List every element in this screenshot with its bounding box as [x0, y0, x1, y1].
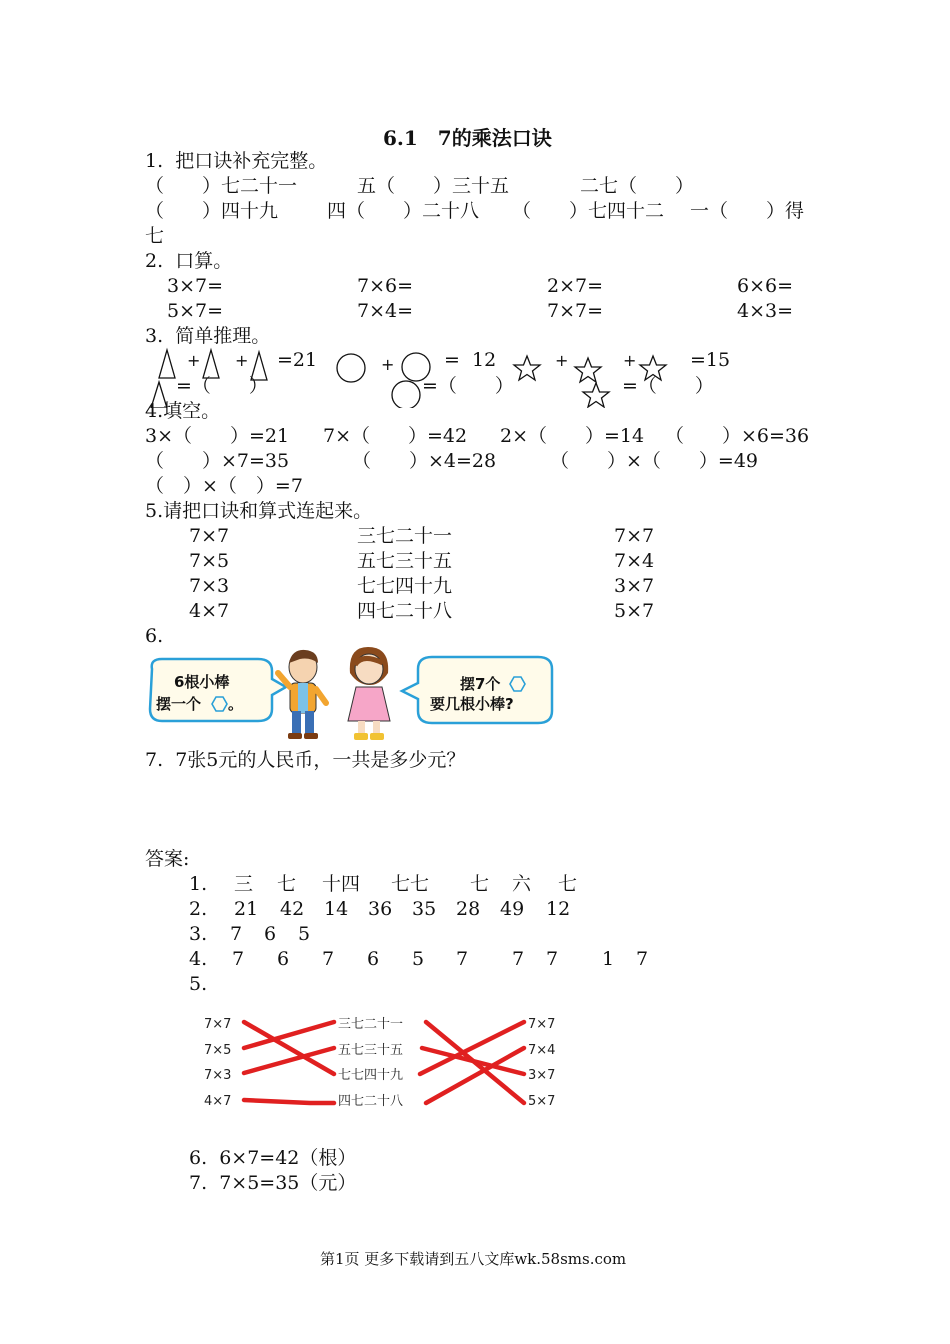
- boy-icon: [278, 650, 326, 739]
- a1-item: 七: [470, 873, 490, 895]
- q5-left-item: 4×7: [189, 600, 230, 622]
- q5-middle-item: 三七二十一: [357, 525, 453, 547]
- diagram-middle-label: 五七三十五: [338, 1043, 404, 1058]
- diagram-left-label: 7×3: [204, 1068, 232, 1083]
- plus-sign: +: [235, 351, 249, 370]
- q5-left-item: 7×7: [189, 525, 230, 547]
- a3-item: 6: [264, 923, 277, 945]
- q5-middle-item: 七七四十九: [357, 575, 453, 597]
- q1-item: （ ）七四十二: [512, 200, 665, 222]
- plus-sign: +: [623, 351, 637, 370]
- bubble-left-line1: 6根小棒: [174, 673, 230, 691]
- q4-item: （ ）×7=35: [145, 450, 290, 472]
- q1-item: 四（ ）二十八: [327, 200, 480, 222]
- match-line: [422, 1048, 524, 1074]
- q5-right-item: 7×7: [614, 525, 655, 547]
- a4-num: 4.: [189, 948, 208, 970]
- q2-item: 3×7=: [167, 275, 224, 297]
- q7-text: 7. 7张5元的人民币，一共是多少元？: [145, 749, 466, 771]
- diagram-right-label: 7×4: [528, 1043, 556, 1058]
- a4-item: 7: [232, 948, 245, 970]
- page-title: 6.1 7的乘法口诀: [383, 126, 552, 150]
- match-line: [244, 1048, 334, 1073]
- a3-item: 7: [230, 923, 243, 945]
- q6-heading: 6.: [145, 625, 164, 647]
- bubble-left-period: 。: [228, 695, 244, 713]
- q5-right-item: 5×7: [614, 600, 655, 622]
- a4-item: 7: [512, 948, 525, 970]
- a7-text: 7. 7×5=35（元）: [189, 1172, 357, 1194]
- q2-item: 2×7=: [547, 275, 604, 297]
- q5-heading: 5.请把口诀和算式连起来。: [145, 500, 373, 522]
- a1-item: 七七: [391, 873, 430, 895]
- q1-item: 七: [145, 225, 165, 247]
- q5-right-item: 3×7: [614, 575, 655, 597]
- a2-item: 12: [546, 898, 571, 920]
- star-icon: [583, 383, 609, 407]
- q2-heading: 2. 口算。: [145, 250, 233, 272]
- bubble-left-line2: 摆一个: [156, 695, 202, 713]
- q3-answer: =（ ）: [622, 375, 714, 397]
- page-footer: 第1页 更多下载请到五八文库wk.58sms.com: [320, 1250, 627, 1268]
- star-icon: [575, 358, 601, 382]
- q5-right-item: 7×4: [614, 550, 655, 572]
- star-icon: [514, 356, 540, 380]
- q4-heading: 4.填空。: [145, 400, 221, 422]
- diagram-left-label: 4×7: [204, 1094, 232, 1109]
- diagram-right-label: 7×7: [528, 1017, 556, 1032]
- a1-item: 六: [512, 873, 532, 895]
- q4-item: （ ）×（ ）=7: [145, 475, 303, 497]
- q4-item: 2×（ ）=14: [500, 425, 645, 447]
- a3-num: 3.: [189, 923, 208, 945]
- q4-item: （ ）×4=28: [352, 450, 497, 472]
- a5-num: 5.: [189, 973, 208, 995]
- match-line: [426, 1048, 524, 1103]
- a2-num: 2.: [189, 898, 208, 920]
- q3-answer: =（ ）: [422, 375, 514, 397]
- a5-matching-diagram: [200, 1008, 572, 1112]
- q2-item: 7×6=: [357, 275, 414, 297]
- girl-icon: [348, 647, 390, 740]
- q1-item: （ ）四十九: [145, 200, 279, 222]
- bubble-right-line2: 要几根小棒?: [430, 695, 514, 713]
- a1-item: 十四: [322, 873, 361, 895]
- q3-eq: =21: [277, 349, 318, 371]
- q4-item: 3×（ ）=21: [145, 425, 290, 447]
- a6-text: 6. 6×7=42（根）: [189, 1147, 357, 1169]
- plus-sign: +: [187, 351, 201, 370]
- circle-icon: [337, 354, 365, 382]
- a1-num: 1.: [189, 873, 208, 895]
- match-line: [244, 1100, 334, 1103]
- a2-item: 49: [500, 898, 525, 920]
- diagram-left-label: 7×7: [204, 1017, 232, 1032]
- a4-item: 6: [277, 948, 290, 970]
- plus-sign: +: [381, 355, 395, 374]
- a2-item: 21: [234, 898, 259, 920]
- q5-left-item: 7×5: [189, 550, 230, 572]
- triangle-icon: [159, 350, 175, 378]
- a3-item: 5: [298, 923, 311, 945]
- a4-item: 5: [412, 948, 425, 970]
- a4-item: 6: [367, 948, 380, 970]
- match-line: [244, 1022, 334, 1048]
- diagram-middle-label: 七七四十九: [338, 1068, 404, 1083]
- diagram-middle-label: 四七二十八: [338, 1094, 404, 1109]
- answers-heading: 答案:: [145, 848, 190, 870]
- q2-item: 5×7=: [167, 300, 224, 322]
- diagram-left-label: 7×5: [204, 1043, 232, 1058]
- a2-item: 28: [456, 898, 481, 920]
- a4-item: 7: [456, 948, 469, 970]
- q2-item: 7×7=: [547, 300, 604, 322]
- q3-heading: 3. 简单推理。: [145, 325, 271, 347]
- match-line: [244, 1022, 334, 1074]
- a2-item: 42: [280, 898, 305, 920]
- diagram-middle-label: 三七二十一: [338, 1017, 404, 1032]
- q4-item: （ ）×6=36: [665, 425, 810, 447]
- q1-item: （ ）七二十一: [145, 175, 298, 197]
- q2-item: 4×3=: [737, 300, 794, 322]
- q1-item: 一（ ）得: [690, 200, 805, 222]
- a1-item: 七: [277, 873, 297, 895]
- a2-item: 14: [324, 898, 349, 920]
- a4-item: 7: [546, 948, 559, 970]
- q1-item: 五（ ）三十五: [357, 175, 510, 197]
- q4-item: 7×（ ）=42: [323, 425, 468, 447]
- q2-item: 6×6=: [737, 275, 794, 297]
- q2-item: 7×4=: [357, 300, 414, 322]
- q4-item: （ ）×（ ）=49: [550, 450, 759, 472]
- q1-heading: 1. 把口诀补充完整。: [145, 150, 328, 172]
- a4-item: 7: [636, 948, 649, 970]
- q5-middle-item: 五七三十五: [357, 550, 453, 572]
- a1-item: 七: [558, 873, 578, 895]
- q5-middle-item: 四七二十八: [357, 600, 453, 622]
- plus-sign: +: [555, 351, 569, 370]
- q3-eq: =15: [690, 349, 731, 371]
- a4-item: 1: [602, 948, 615, 970]
- diagram-right-label: 5×7: [528, 1094, 556, 1109]
- a2-item: 36: [368, 898, 393, 920]
- circle-icon: [392, 381, 420, 408]
- q3-eq: = 12: [444, 349, 497, 371]
- bubble-right-line1: 摆7个: [460, 675, 501, 693]
- a4-item: 7: [322, 948, 335, 970]
- a1-item: 三: [234, 873, 254, 895]
- a2-item: 35: [412, 898, 437, 920]
- q5-left-item: 7×3: [189, 575, 230, 597]
- diagram-right-label: 3×7: [528, 1068, 556, 1083]
- q1-item: 二七（ ）: [580, 175, 695, 197]
- q3-answer: =（ ）: [176, 375, 268, 397]
